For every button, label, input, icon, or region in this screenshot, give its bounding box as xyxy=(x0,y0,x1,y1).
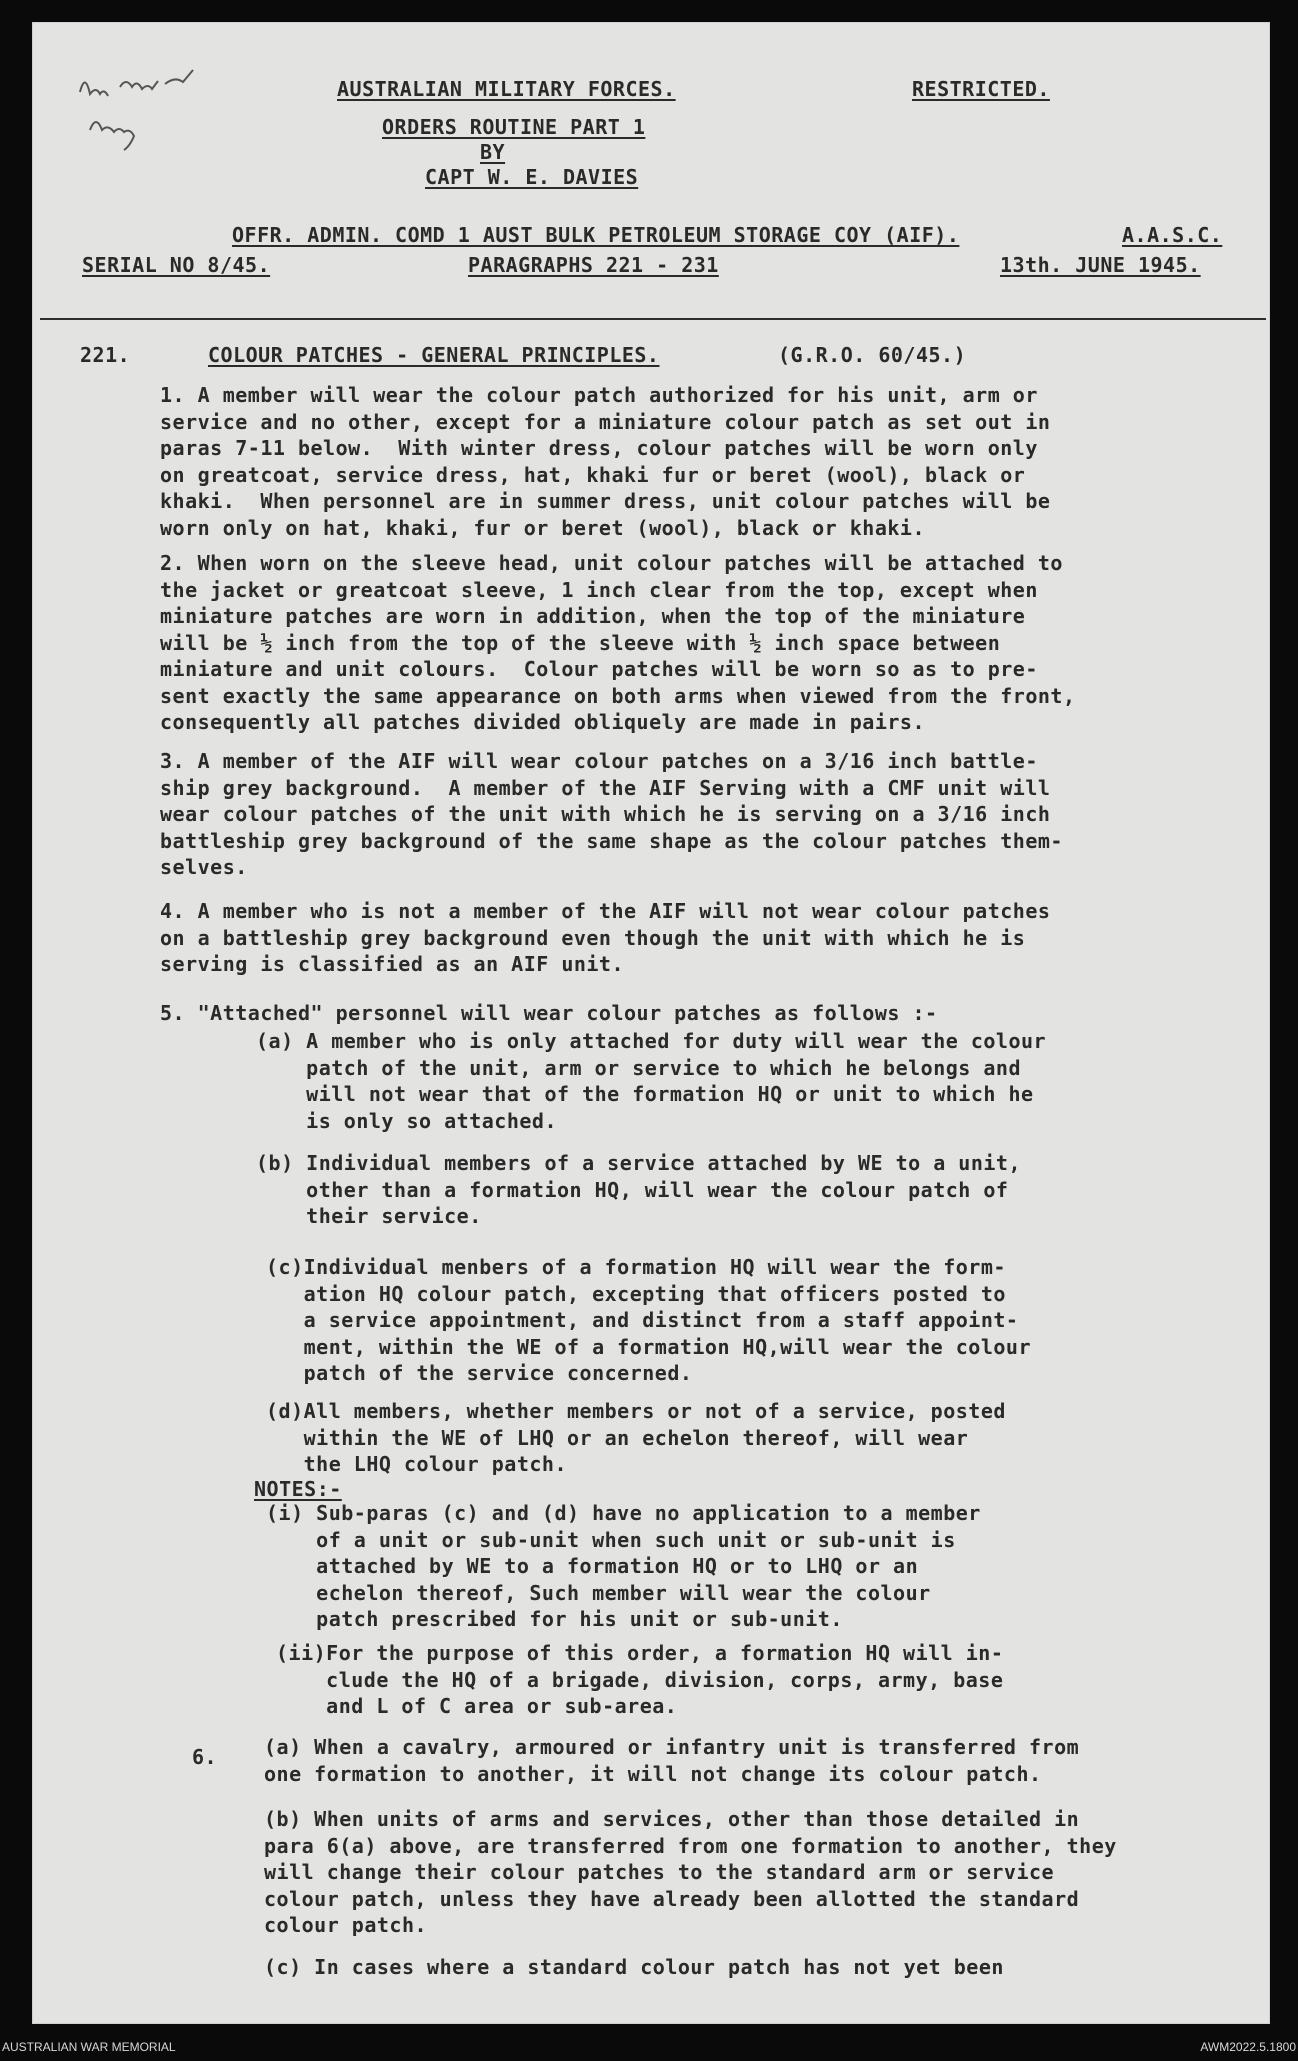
header-by: BY xyxy=(480,140,506,164)
header-aasc: A.A.S.C. xyxy=(1122,223,1223,247)
paragraph-6b xyxy=(264,1806,1117,1939)
text-line: miniature and unit colours. Colour patches will be worn so as to pre- xyxy=(160,657,1038,681)
paragraph-6-number: 6. xyxy=(192,1745,218,1769)
text-line: battleship grey background of the same shape as the colour patches them- xyxy=(160,828,1063,853)
text-line: is only so attached. xyxy=(256,1108,557,1133)
handwritten-annotation xyxy=(50,52,250,162)
document-page xyxy=(32,22,1270,2024)
text-line: a service appointment, and distinct from a staff appoint- xyxy=(266,1308,1019,1332)
text-line: khaki. When personnel are in summer dress, unit colour patches will be xyxy=(160,489,1051,513)
text-line: (ii)For the purpose of this order, a formation HQ will in- xyxy=(276,1641,1004,1665)
text-line: ation HQ colour patch, excepting that officers posted to xyxy=(266,1281,1006,1306)
text-line: on greatcoat, service dress, hat, khaki fur or beret (wool), black or xyxy=(160,462,1026,487)
text-line: on a battleship grey background even though the unit with which he is xyxy=(160,925,1026,950)
text-line: will not wear that of the formation HQ or unit to which he xyxy=(256,1082,1034,1106)
text-line: 3. A member of the AIF will wear colour patches on a 3/16 inch battle- xyxy=(160,749,1038,773)
text-line: 4. A member who is not a member of the AIF will not wear colour patches xyxy=(160,899,1051,923)
text-line: (c)Individual menbers of a formation HQ will wear the form- xyxy=(266,1255,1006,1279)
text-line: paras 7-11 below. With winter dress, colour patches will be worn only xyxy=(160,436,1038,460)
text-line: (b) Individual members of a service attached by WE to a unit, xyxy=(256,1151,1022,1175)
text-line: attached by WE to a formation HQ or to LHQ or an xyxy=(266,1554,919,1578)
text-line: serving is classified as an AIF unit. xyxy=(160,952,625,976)
paragraph-2 xyxy=(160,550,1076,736)
note-i xyxy=(266,1500,981,1633)
text-line: (d)All members, whether members or not of a service, posted xyxy=(266,1399,1006,1423)
paragraph-6a xyxy=(264,1734,1079,1787)
notes-heading: NOTES:- xyxy=(254,1477,342,1501)
text-line: ment, within the WE of a formation HQ,will wear the colour xyxy=(266,1334,1032,1359)
text-line: patch of the unit, arm or service to which he belongs and xyxy=(256,1055,1022,1080)
paragraph-4 xyxy=(160,898,1050,978)
paragraph-5d xyxy=(266,1398,1006,1478)
paragraph-5a xyxy=(256,1028,1046,1134)
header-date: 13th. JUNE 1945. xyxy=(1000,253,1201,277)
paragraph-1 xyxy=(160,382,1050,541)
text-line: colour patch. xyxy=(264,1913,428,1937)
text-line: service and no other, except for a miniature colour patch as set out in xyxy=(160,409,1051,434)
text-line: 1. A member will wear the colour patch authorized for his unit, arm or xyxy=(160,383,1038,407)
text-line: (b) When units of arms and services, other than those detailed in xyxy=(264,1807,1080,1831)
text-line: miniature patches are worn in addition, when the top of the miniature xyxy=(160,604,1026,628)
footer-archive: AUSTRALIAN WAR MEMORIAL xyxy=(2,2040,176,2054)
text-line: one formation to another, it will not change its colour patch. xyxy=(264,1761,1042,1786)
text-line: their service. xyxy=(256,1204,482,1228)
text-line: the jacket or greatcoat sleeve, 1 inch clear from the top, except when xyxy=(160,577,1038,602)
header-orders: ORDERS ROUTINE PART 1 xyxy=(382,115,646,139)
header-restricted: RESTRICTED. xyxy=(912,77,1050,101)
paragraph-5c xyxy=(266,1254,1031,1387)
text-line: para 6(a) above, are transferred from one formation to another, they xyxy=(264,1833,1117,1858)
text-line: ship grey background. A member of the AIF Serving with a CMF unit will xyxy=(160,775,1051,800)
text-line: and L of C area or sub-area. xyxy=(276,1694,678,1718)
divider-rule xyxy=(40,318,1266,320)
text-line: selves. xyxy=(160,855,248,879)
text-line: clude the HQ of a brigade, division, corps, army, base xyxy=(276,1667,1004,1692)
header-serial: SERIAL NO 8/45. xyxy=(82,253,271,277)
text-line: of a unit or sub-unit when such unit or sub-unit is xyxy=(266,1527,956,1552)
text-line: the LHQ colour patch. xyxy=(266,1452,567,1476)
text-line: wear colour patches of the unit with which he is serving on a 3/16 inch xyxy=(160,802,1051,826)
text-line: sent exactly the same appearance on both arms when viewed from the front, xyxy=(160,683,1076,708)
text-line: within the WE of LHQ or an echelon thereof, will wear xyxy=(266,1425,969,1450)
text-line: consequently all patches divided obliquely are made in pairs. xyxy=(160,710,926,734)
section-reference: (G.R.O. 60/45.) xyxy=(778,343,967,367)
paragraph-5: 5. "Attached" personnel will wear colour patches as follows :- xyxy=(160,1001,938,1025)
paragraph-3 xyxy=(160,748,1063,881)
section-title: COLOUR PATCHES - GENERAL PRINCIPLES. xyxy=(208,343,660,367)
header-capt: CAPT W. E. DAVIES xyxy=(425,165,639,189)
text-line: (i) Sub-paras (c) and (d) have no application to a member xyxy=(266,1501,981,1525)
header-offr: OFFR. ADMIN. COMD 1 AUST BULK PETROLEUM STORAGE COY (AIF). xyxy=(232,223,960,247)
text-line: 2. When worn on the sleeve head, unit colour patches will be attached to xyxy=(160,551,1063,575)
text-line: echelon thereof, Such member will wear the colour xyxy=(266,1580,931,1605)
text-line: patch of the service concerned. xyxy=(266,1361,693,1385)
text-line: will change their colour patches to the standard arm or service xyxy=(264,1860,1055,1884)
text-line: other than a formation HQ, will wear the colour patch of xyxy=(256,1177,1009,1202)
note-ii xyxy=(276,1640,1003,1720)
text-line: worn only on hat, khaki, fur or beret (wool), black or khaki. xyxy=(160,515,926,540)
text-line: (a) When a cavalry, armoured or infantry unit is transferred from xyxy=(264,1735,1080,1759)
header-paragraphs: PARAGRAPHS 221 - 231 xyxy=(468,253,719,277)
paragraph-5b xyxy=(256,1150,1021,1230)
text-line: (a) A member who is only attached for duty will wear the colour xyxy=(256,1029,1047,1053)
header-forces: AUSTRALIAN MILITARY FORCES. xyxy=(337,77,676,101)
text-line: will be ½ inch from the top of the sleeve with ½ inch space between xyxy=(160,630,1001,655)
text-line: colour patch, unless they have already been allotted the standard xyxy=(264,1886,1080,1911)
section-number: 221. xyxy=(80,343,131,367)
footer-id: AWM2022.5.1800 xyxy=(1200,2040,1296,2054)
paragraph-6c: (c) In cases where a standard colour patch has not yet been xyxy=(264,1955,1004,1979)
text-line: patch prescribed for his unit or sub-unit. xyxy=(266,1607,843,1631)
